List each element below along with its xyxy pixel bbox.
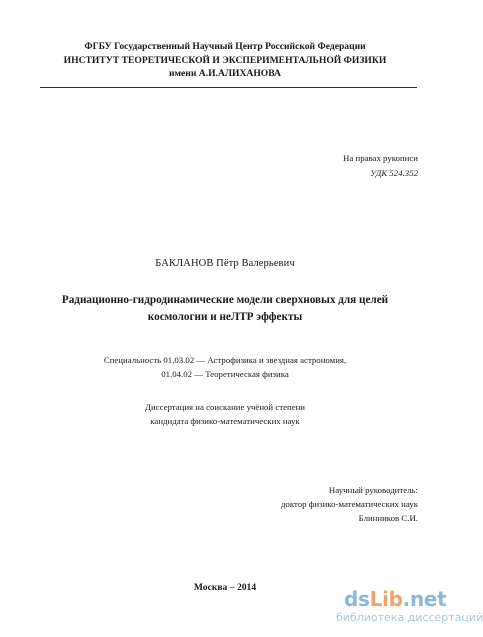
thesis-title-line-1: Радиационно-гидродинамические модели сверхновых для целей xyxy=(61,294,389,306)
dslib-logo xyxy=(344,587,446,611)
organization-line-2: ИНСТИТУТ ТЕОРЕТИЧЕСКОЙ И ЭКСПЕРИМЕНТАЛЬНОЙ ФИЗИКИ xyxy=(63,55,387,66)
supervisor-name: Блинников С.И. xyxy=(358,513,418,523)
specialty-line-2: 01.04.02 — Теоретическая физика xyxy=(161,369,289,379)
dslib-watermark xyxy=(336,587,483,633)
dissertation-line-1: Диссертация на соискание учёной степени xyxy=(144,402,306,412)
thesis-title-line-2: космологии и неЛТР эффекты xyxy=(147,311,303,323)
logo-part-ds: ds xyxy=(344,587,370,611)
manuscript-rights: На правах рукописи xyxy=(343,153,418,163)
specialty-line-1: Специальность 01.03.02 — Астрофизика и звездная астрономия, xyxy=(103,355,347,365)
organization-line-3: имени А.И.АЛИХАНОВА xyxy=(168,68,281,79)
header-divider xyxy=(40,87,417,88)
supervisor-degree: доктор физико-математических наук xyxy=(280,499,418,509)
logo-part-net: .net xyxy=(402,587,447,611)
udk-code: УДК 524.352 xyxy=(370,168,418,178)
organization-line-1: ФГБУ Государственный Научный Центр Российской Федерации xyxy=(84,41,366,52)
dissertation-line-2: кандидата физико-математических наук xyxy=(150,416,300,426)
logo-part-lib: Lib xyxy=(369,587,403,611)
watermark-subtitle: библиотека диссертаций xyxy=(336,611,483,624)
author-name: БАКЛАНОВ Пётр Валерьевич xyxy=(155,258,295,269)
city-year: Москва – 2014 xyxy=(193,582,257,593)
supervisor-label: Научный руководитель: xyxy=(328,485,418,495)
